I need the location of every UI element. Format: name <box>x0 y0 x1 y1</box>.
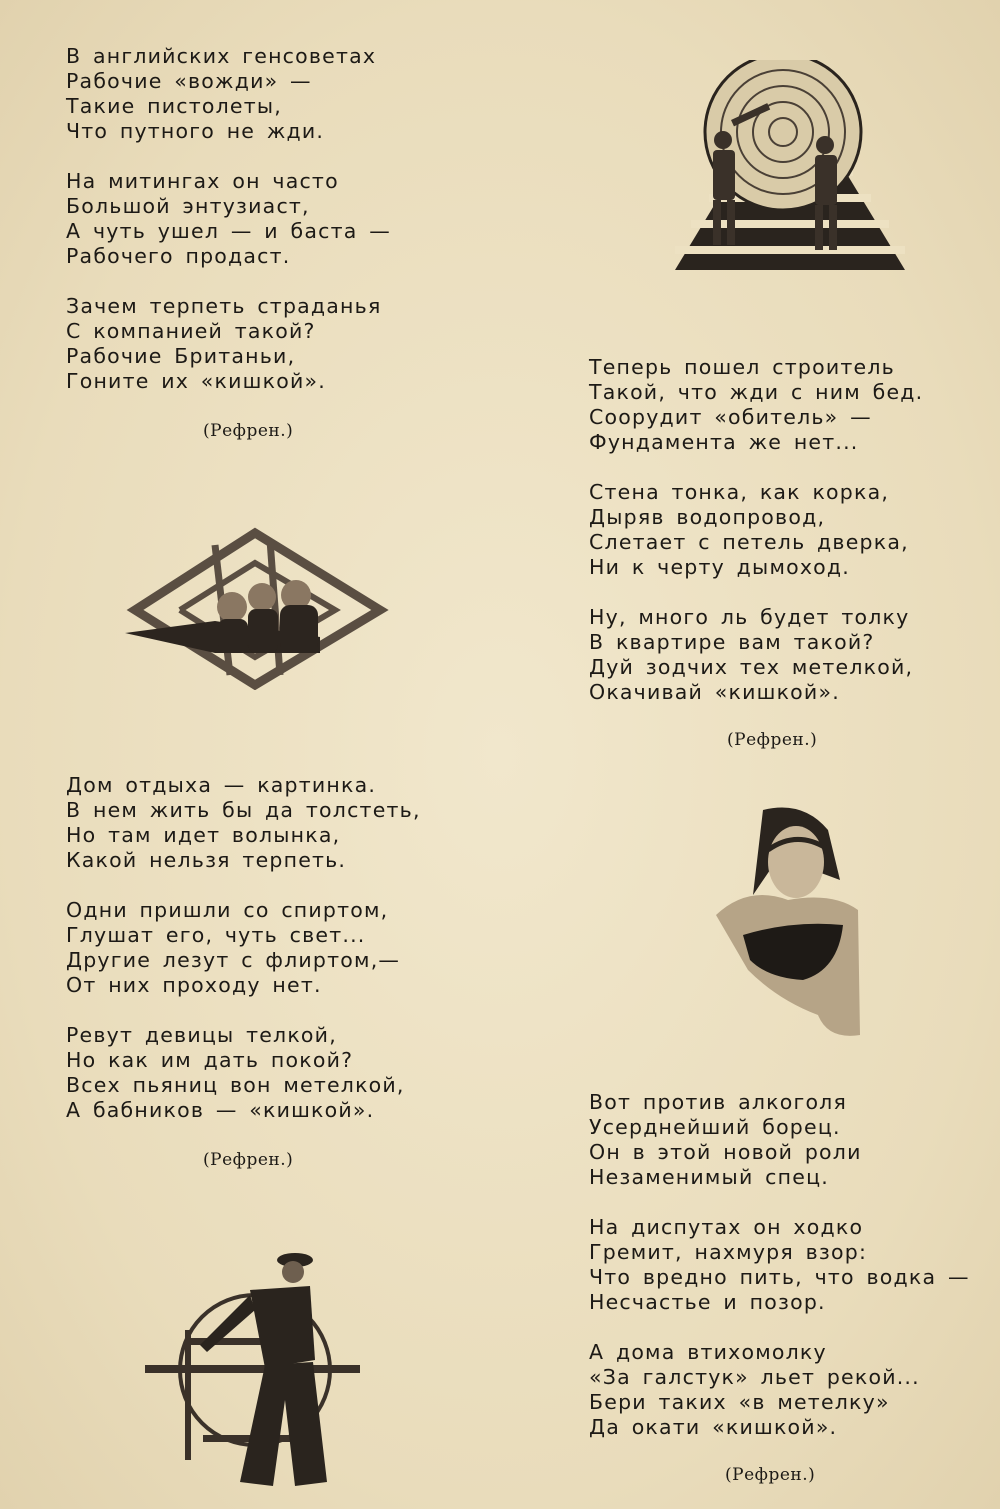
verse-line: Всех пьяниц вон метелкой, <box>66 1073 405 1097</box>
verse-line: «За галстук» льет рекой... <box>589 1365 920 1389</box>
verse-line: Соорудит «обитель» — <box>589 405 872 429</box>
verse-line: Слетает с петель дверка, <box>589 530 909 554</box>
refrain-label: (Рефрен.) <box>203 421 294 441</box>
verse-line: От них проходу нет. <box>66 973 322 997</box>
verse-line: Но как им дать покой? <box>66 1048 354 1072</box>
verse-line: Но там идет волынка, <box>66 823 341 847</box>
verse-line: В нем жить бы да толстеть, <box>66 798 421 822</box>
stanza <box>66 1023 421 1123</box>
stanza <box>589 1340 970 1440</box>
stanza <box>589 355 923 455</box>
verse-line: Такой, что жди с ним бед. <box>589 380 924 404</box>
stanza <box>66 898 421 998</box>
verse-line: Стена тонка, как корка, <box>589 480 890 504</box>
stanza <box>66 773 421 873</box>
refrain-label: (Рефрен.) <box>725 1465 816 1485</box>
verse-line: Дом отдыха — картинка. <box>66 773 377 797</box>
verse-line: Какой нельзя терпеть. <box>66 848 347 872</box>
verse-line: Такие пистолеты, <box>66 94 282 118</box>
stanza <box>66 44 391 144</box>
verse-line: Рабочего продаст. <box>66 244 291 268</box>
verse-line: Ревут девицы телкой, <box>66 1023 337 1047</box>
verse-line: В квартире вам такой? <box>589 630 875 654</box>
verse-line: Окачивай «кишкой». <box>589 680 840 704</box>
poem-column-right-bottom <box>589 1090 970 1465</box>
verse-line: Гремит, нахмуря взор: <box>589 1240 868 1264</box>
poem-column-left-top <box>66 44 391 419</box>
stanza <box>589 605 923 705</box>
verse-line: На диспутах он ходко <box>589 1215 864 1239</box>
verse-line: Рабочие «вожди» — <box>66 69 312 93</box>
refrain-label: (Рефрен.) <box>727 730 818 750</box>
verse-line: Несчастье и позор. <box>589 1290 826 1314</box>
verse-line: Фундамента же нет... <box>589 430 859 454</box>
stanza <box>66 169 391 269</box>
verse-line: Что вредно пить, что водка — <box>589 1265 970 1289</box>
verse-line: Зачем терпеть страданья <box>66 294 382 318</box>
diamond-lattice-figures-illustration <box>120 525 390 690</box>
woman-headscarf-portrait-illustration <box>708 800 868 1045</box>
stanza <box>66 294 391 394</box>
verse-line: Рабочие Британьи, <box>66 344 296 368</box>
verse-line: С компанией такой? <box>66 319 316 343</box>
verse-line: Гоните их «кишкой». <box>66 369 326 393</box>
verse-line: Дыряв водопровод, <box>589 505 826 529</box>
verse-line: Одни пришли со спиртом, <box>66 898 389 922</box>
verse-line: Ну, много ль будет толку <box>589 605 910 629</box>
verse-line: Глушат его, чуть свет... <box>66 923 366 947</box>
verse-line: А бабников — «кишкой». <box>66 1098 375 1122</box>
verse-line: Бери таких «в метелку» <box>589 1390 890 1414</box>
verse-line: Он в этой новой роли <box>589 1140 862 1164</box>
verse-line: В английских генсоветах <box>66 44 377 68</box>
verse-line: На митингах он часто <box>66 169 339 193</box>
verse-line: Другие лезут с флиртом,— <box>66 948 401 972</box>
refrain-label: (Рефрен.) <box>203 1150 294 1170</box>
verse-line: Ни к черту дымоход. <box>589 555 851 579</box>
poem-column-left-bottom <box>66 773 421 1148</box>
poem-column-right-top <box>589 355 923 730</box>
verse-line: Да окати «кишкой». <box>589 1415 838 1439</box>
stanza <box>589 480 923 580</box>
worker-circle-crossbar-illustration <box>145 1250 365 1490</box>
verse-line: Теперь пошел строитель <box>589 355 895 379</box>
verse-line: Незаменимый спец. <box>589 1165 829 1189</box>
verse-line: Усерднейший борец. <box>589 1115 841 1139</box>
verse-line: Что путного не жди. <box>66 119 325 143</box>
verse-line: Дуй зодчих тех метелкой, <box>589 655 914 679</box>
circle-triangle-figures-illustration <box>655 60 915 275</box>
verse-line: Вот против алкоголя <box>589 1090 848 1114</box>
stanza <box>589 1215 970 1315</box>
verse-line: А чуть ушел — и баста — <box>66 219 391 243</box>
verse-line: А дома втихомолку <box>589 1340 827 1364</box>
verse-line: Большой энтузиаст, <box>66 194 310 218</box>
stanza <box>589 1090 970 1190</box>
